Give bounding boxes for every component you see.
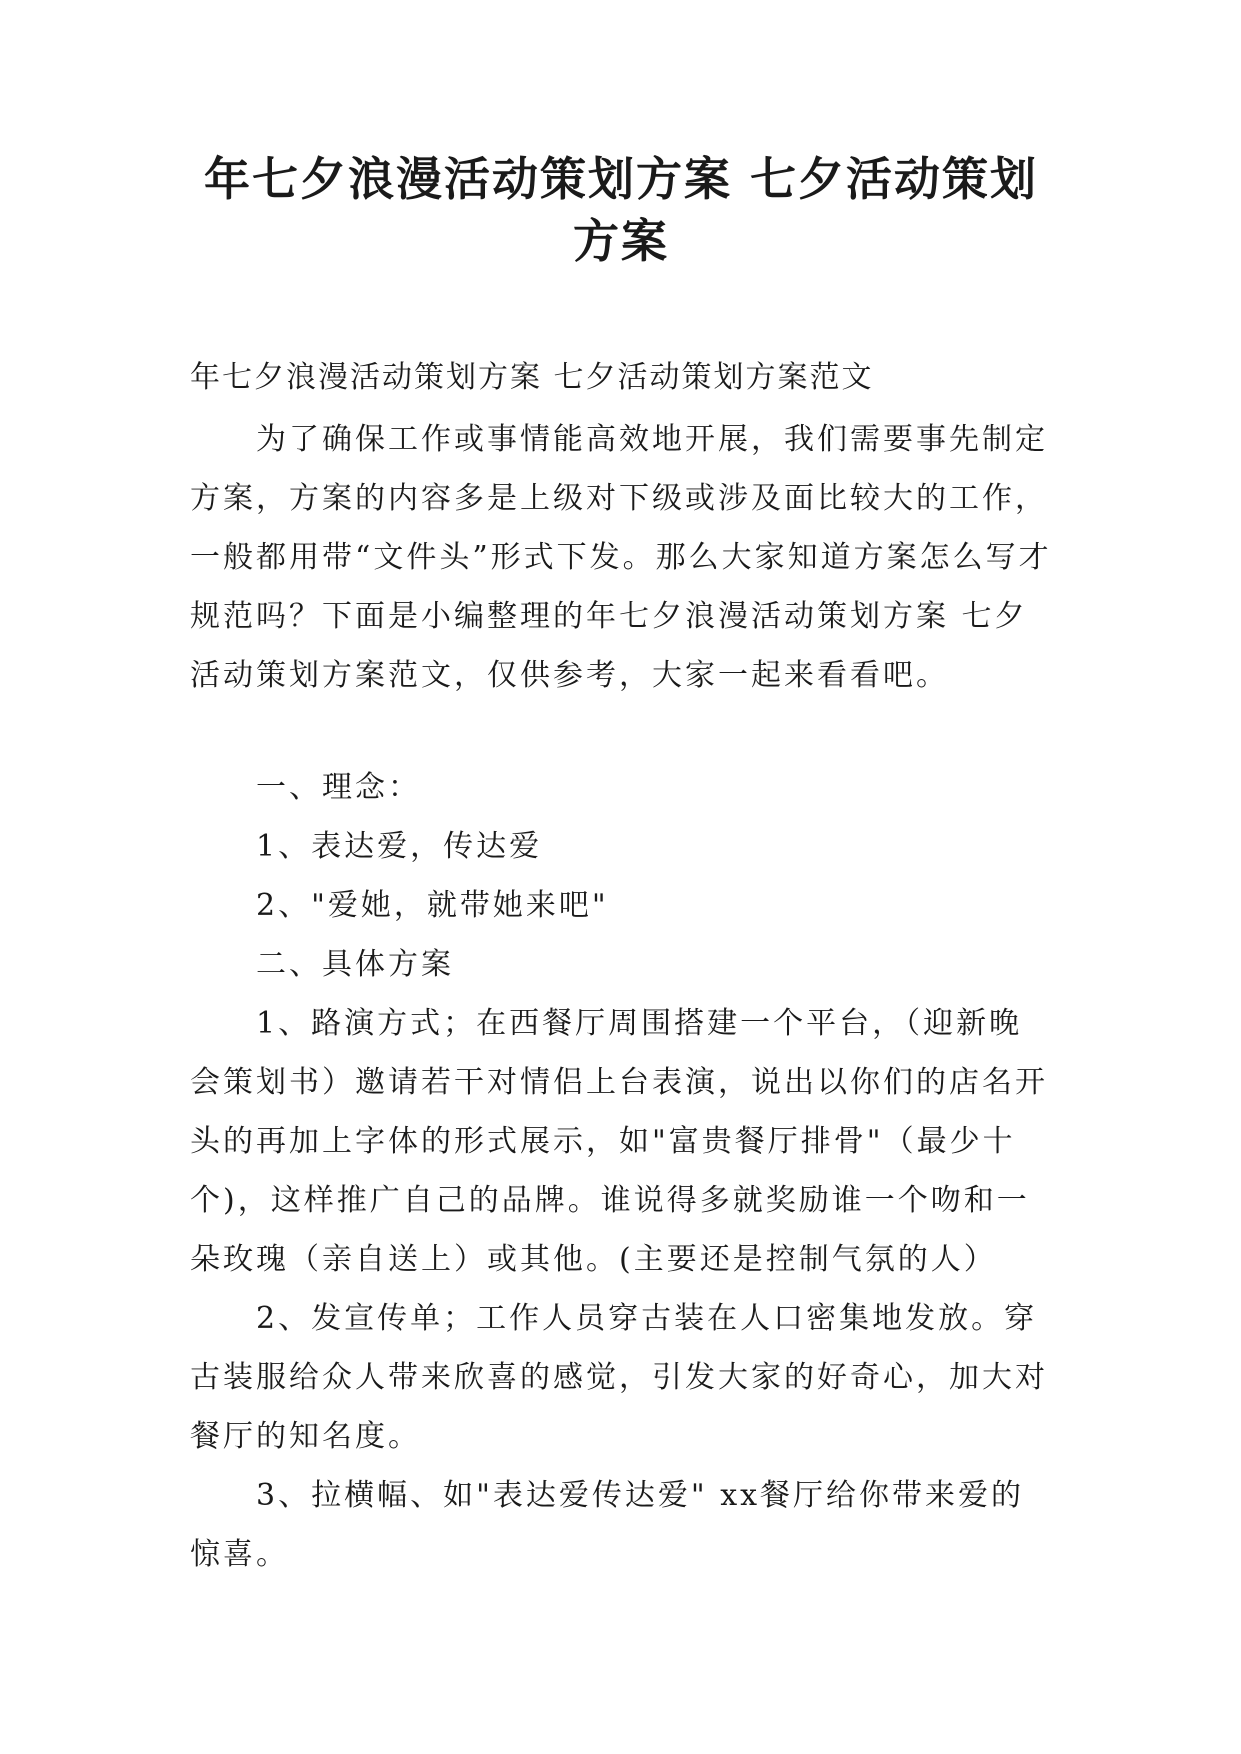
concept-item-2: 2、"爱她，就带她来吧" bbox=[256, 888, 609, 923]
plan-paragraph-3: 3、拉横幅、如"表达爱传达爱" xx餐厅给你带来爱的惊喜。 bbox=[190, 1478, 1025, 1572]
document-title: 年七夕浪漫活动策划方案 七夕活动策划方案 bbox=[203, 152, 1038, 268]
concept-item-1: 1、表达爱，传达爱 bbox=[256, 829, 543, 864]
plan-paragraph-1: 1、路演方式；在西餐厅周围搭建一个平台，（迎新晚会策划书）邀请若干对情侣上台表演，说出以你们的店名开头的再加上字体的形式展示，如"富贵餐厅排骨"（最少十个)，这样推广自己的品牌。谁说得多就奖励谁一个吻和一朵玫瑰（亲自送上）或其他。(主要还是控制气氛的人） bbox=[190, 1006, 1048, 1277]
document-subtitle: 年七夕浪漫活动策划方案 七夕活动策划方案范文 bbox=[190, 360, 874, 395]
intro-paragraph: 为了确保工作或事情能高效地开展，我们需要事先制定方案，方案的内容多是上级对下级或涉及面比较大的工作，一般都用带“文件头”形式下发。那么大家知道方案怎么写才规范吗？下面是小编整理的年七夕浪漫活动策划方案 七夕活动策划方案范文，仅供参考，大家一起来看看吧。 bbox=[190, 422, 1052, 693]
section-heading-plan: 二、具体方案 bbox=[256, 947, 454, 982]
plan-paragraph-2: 2、发宣传单；工作人员穿古装在人口密集地发放。穿古装服给众人带来欣喜的感觉，引发大家的好奇心，加大对餐厅的知名度。 bbox=[190, 1301, 1048, 1454]
section-heading-concept: 一、理念： bbox=[256, 770, 421, 805]
